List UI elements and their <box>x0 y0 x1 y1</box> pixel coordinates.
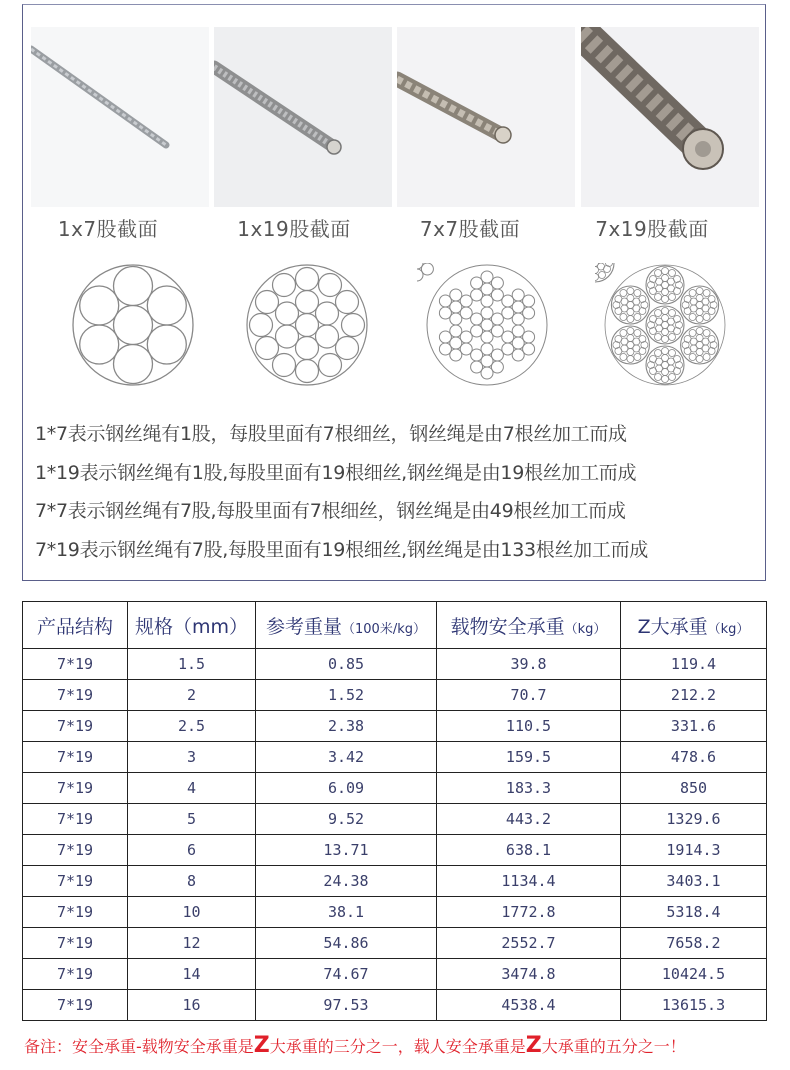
table-cell: 7*19 <box>23 835 128 866</box>
table-cell: 1914.3 <box>621 835 767 866</box>
table-cell: 7*19 <box>23 649 128 680</box>
table-cell: 7*19 <box>23 959 128 990</box>
header-unit: （kg） <box>707 621 750 637</box>
header-spec <box>128 602 256 649</box>
table-cell: 5 <box>128 804 256 835</box>
header-safe-load <box>437 602 621 649</box>
table-cell: 7*19 <box>23 866 128 897</box>
table-cell: 4538.4 <box>437 990 621 1021</box>
spec-table <box>22 601 767 1021</box>
table-cell: 8 <box>128 866 256 897</box>
table-cell: 7*19 <box>23 773 128 804</box>
note-z: Z <box>253 1033 270 1058</box>
table-cell: 13.71 <box>256 835 437 866</box>
cross-section-diagram <box>417 263 557 388</box>
cross-section-7x19 <box>595 263 735 388</box>
table-cell: 159.5 <box>437 742 621 773</box>
note-part: 大承重的三分之一，载人安全承重是 <box>269 1037 526 1056</box>
table-cell: 24.38 <box>256 866 437 897</box>
note-text <box>24 1033 686 1058</box>
table-cell: 12 <box>128 928 256 959</box>
table-row <box>23 649 767 680</box>
table-cell: 7*19 <box>23 711 128 742</box>
table-cell: 7*19 <box>23 990 128 1021</box>
header-label: 产品结构 <box>36 615 113 638</box>
table-row <box>23 742 767 773</box>
table-cell: 14 <box>128 959 256 990</box>
description-1x7: 1*7表示钢丝绳有1股，每股里面有7根细丝，钢丝绳是由7根丝加工而成 <box>35 423 627 445</box>
structure-descriptions <box>35 415 765 569</box>
table-cell: 331.6 <box>621 711 767 742</box>
table-cell: 119.4 <box>621 649 767 680</box>
caption-1x7: 1x7股截面 <box>57 217 159 241</box>
photo-row <box>31 27 759 209</box>
description-1x19: 1*19表示钢丝绳有1股,每股里面有19根细丝,钢丝绳是由19根丝加工而成 <box>35 461 637 484</box>
table-cell: 97.53 <box>256 990 437 1021</box>
table-row <box>23 959 767 990</box>
table-cell: 74.67 <box>256 959 437 990</box>
table-cell: 9.52 <box>256 804 437 835</box>
table-cell: 2.38 <box>256 711 437 742</box>
photo-7x7 <box>397 27 575 207</box>
table-cell: 183.3 <box>437 773 621 804</box>
header-weight <box>256 602 437 649</box>
table-cell: 2 <box>128 680 256 711</box>
table-cell: 16 <box>128 990 256 1021</box>
header-label: 参考重量 <box>266 615 343 638</box>
description-7x7: 7*7表示钢丝绳有7股,每股里面有7根细丝，钢丝绳是由49根丝加工而成 <box>35 500 626 522</box>
table-cell: 5318.4 <box>621 897 767 928</box>
table-row <box>23 804 767 835</box>
wire-rope-info-panel <box>22 4 766 581</box>
table-row <box>23 711 767 742</box>
wire-rope-image <box>214 27 392 207</box>
cross-section-1x19 <box>237 263 377 388</box>
table-header-row <box>23 602 767 649</box>
table-cell: 10424.5 <box>621 959 767 990</box>
table-cell: 3.42 <box>256 742 437 773</box>
table-cell: 2552.7 <box>437 928 621 959</box>
cross-section-diagram <box>595 263 735 388</box>
wire-rope-image <box>397 27 575 207</box>
table-cell: 10 <box>128 897 256 928</box>
table-row <box>23 866 767 897</box>
photo-7x19 <box>581 27 759 207</box>
table-cell: 3474.8 <box>437 959 621 990</box>
table-cell: 70.7 <box>437 680 621 711</box>
table-row <box>23 928 767 959</box>
table-cell: 6 <box>128 835 256 866</box>
table-body <box>23 649 767 1021</box>
table-row <box>23 680 767 711</box>
table-cell: 212.2 <box>621 680 767 711</box>
description-7x19: 7*19表示钢丝绳有7股,每股里面有19根细丝,钢丝绳是由133根丝加工而成 <box>35 538 648 561</box>
note-part: 备注：安全承重-载物安全承重是 <box>24 1037 254 1056</box>
table-cell: 38.1 <box>256 897 437 928</box>
table-cell: 850 <box>621 773 767 804</box>
header-unit: （kg） <box>564 621 607 637</box>
cross-section-diagram <box>237 263 377 388</box>
note-z: Z <box>525 1033 542 1058</box>
cross-section-diagram <box>63 263 203 388</box>
table-cell: 3 <box>128 742 256 773</box>
table-cell: 443.2 <box>437 804 621 835</box>
photo-1x7 <box>31 27 209 207</box>
cross-section-1x7 <box>63 263 203 388</box>
table-cell: 7658.2 <box>621 928 767 959</box>
table-cell: 7*19 <box>23 680 128 711</box>
table-cell: 2.5 <box>128 711 256 742</box>
table-cell: 6.09 <box>256 773 437 804</box>
header-unit: （100米/kg） <box>342 621 426 637</box>
header-label: 规格（mm） <box>134 615 249 638</box>
table-cell: 1.52 <box>256 680 437 711</box>
table-cell: 39.8 <box>437 649 621 680</box>
table-cell: 7*19 <box>23 928 128 959</box>
table-cell: 1329.6 <box>621 804 767 835</box>
table-cell: 1134.4 <box>437 866 621 897</box>
wire-rope-image <box>31 27 209 207</box>
table-cell: 13615.3 <box>621 990 767 1021</box>
header-structure <box>23 602 128 649</box>
table-row <box>23 897 767 928</box>
table-row <box>23 835 767 866</box>
table-cell: 0.85 <box>256 649 437 680</box>
table-cell: 3403.1 <box>621 866 767 897</box>
table-cell: 110.5 <box>437 711 621 742</box>
table-cell: 7*19 <box>23 742 128 773</box>
header-max-load <box>621 602 767 649</box>
cross-section-7x7 <box>417 263 557 388</box>
table-cell: 4 <box>128 773 256 804</box>
table-cell: 1.5 <box>128 649 256 680</box>
caption-7x19: 7x19股截面 <box>595 217 709 241</box>
wire-rope-image <box>581 27 759 207</box>
note-part: 大承重的五分之一！ <box>541 1037 686 1056</box>
table-row <box>23 990 767 1021</box>
table-cell: 638.1 <box>437 835 621 866</box>
table-cell: 54.86 <box>256 928 437 959</box>
header-label: Z大承重 <box>637 615 708 638</box>
table-row <box>23 773 767 804</box>
photo-1x19 <box>214 27 392 207</box>
caption-1x19: 1x19股截面 <box>237 217 351 241</box>
table-cell: 478.6 <box>621 742 767 773</box>
table-cell: 7*19 <box>23 897 128 928</box>
table-cell: 7*19 <box>23 804 128 835</box>
table-cell: 1772.8 <box>437 897 621 928</box>
header-label: 载物安全承重 <box>450 615 565 638</box>
caption-7x7: 7x7股截面 <box>419 217 521 241</box>
